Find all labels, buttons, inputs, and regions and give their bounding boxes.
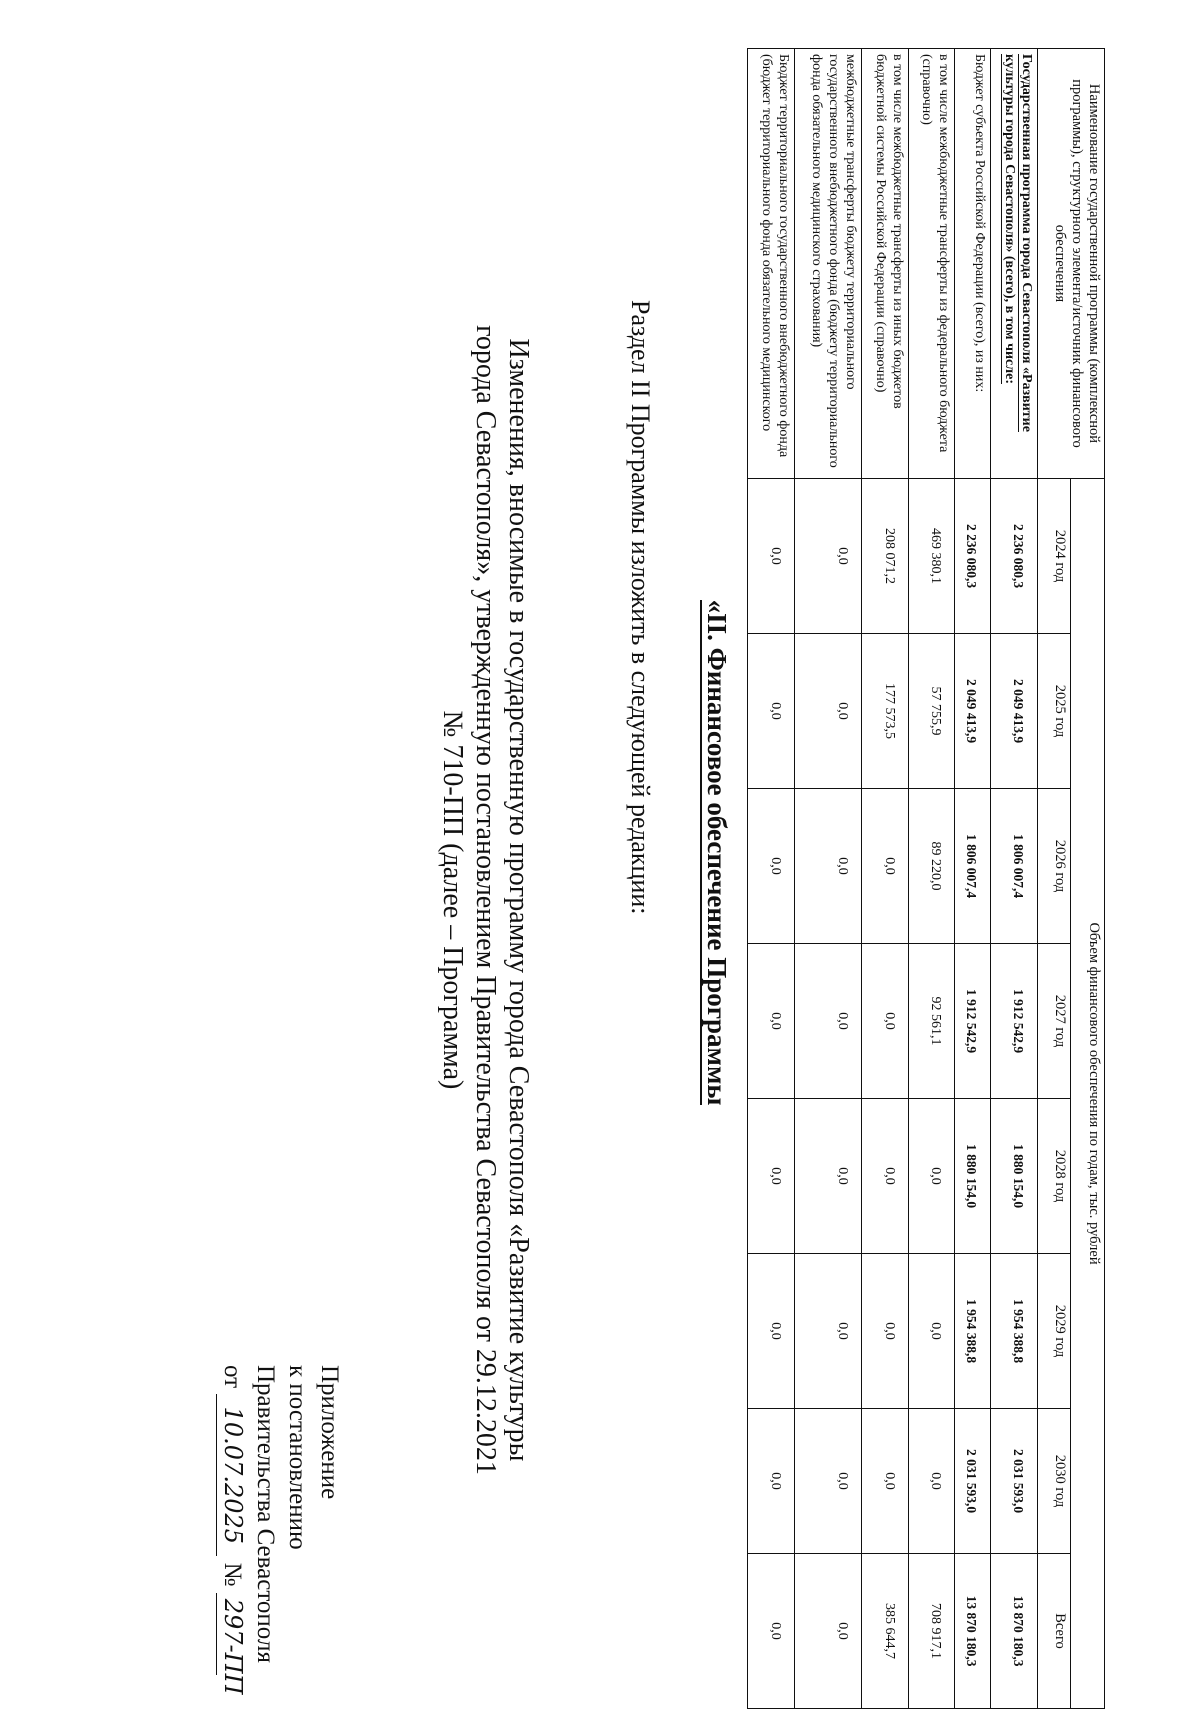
financing-table [747, 48, 1105, 1709]
title-line: Изменения, вносимые в государственную программу города Севастополя «Развитие культуры [503, 338, 534, 1462]
table-cell: 89 220,0 [908, 789, 955, 944]
table-cell: 0,0 [908, 1254, 955, 1409]
table-cell: 2 236 080,3 [955, 479, 991, 634]
row-label [991, 49, 1038, 479]
year-header: 2025 год [1037, 634, 1071, 789]
year-header: 2026 год [1037, 789, 1071, 944]
table-header-row [1071, 49, 1105, 1709]
table-cell: 2 031 593,0 [991, 1409, 1038, 1554]
date-prefix: от [219, 1365, 246, 1389]
table-cell: 0,0 [861, 1409, 908, 1554]
table-cell: 208 071,2 [861, 479, 908, 634]
header-name-cell: Наименование государственной программы (комплексной программы), структурного элемента/источник финансового обеспечения [1037, 49, 1104, 479]
table-cell: 1 912 542,9 [955, 944, 991, 1099]
table-row [861, 49, 908, 1709]
table-cell: 2 049 413,9 [991, 634, 1038, 789]
title-line: № 710-ПП (далее – Программа) [437, 710, 468, 1090]
table-cell: 0,0 [748, 1099, 795, 1254]
table-cell: 92 561,1 [908, 944, 955, 1099]
table-cell: 385 644,7 [861, 1554, 908, 1709]
table-cell: 2 031 593,0 [955, 1409, 991, 1554]
table-cell: 708 917,1 [908, 1554, 955, 1709]
table-row [991, 49, 1038, 1709]
appendix-line: Правительства Севастополя [252, 1365, 279, 1663]
table-cell: 0,0 [794, 479, 861, 634]
table-row [748, 49, 795, 1709]
row-label: в том числе межбюджетные трансферты из иных бюджетов бюджетной системы Российской Федерации (справочно) [861, 49, 908, 479]
table-cell: 0,0 [794, 1554, 861, 1709]
row-label: в том числе межбюджетные трансферты из федерального бюджета (справочно) [908, 49, 955, 479]
year-header: 2028 год [1037, 1099, 1071, 1254]
header-volume-cell: Объем финансового обеспечения по годам, тыс. рублей [1071, 479, 1105, 1709]
table-cell: 13 870 180,3 [955, 1554, 991, 1709]
table-cell: 0,0 [861, 944, 908, 1099]
row-label: межбюджетные трансферты бюджету территориального государственного внебюджетного фонда (бюджету территориального фонда обязательного медицинского страхования) [794, 49, 861, 479]
table-cell: 469 380,1 [908, 479, 955, 634]
table-cell: 1 954 388,8 [991, 1254, 1038, 1409]
total-header: Всего [1037, 1554, 1071, 1709]
table-cell: 57 755,9 [908, 634, 955, 789]
section-instruction: Раздел II Программы изложить в следующей редакции: [626, 300, 655, 915]
row-label: Бюджет территориального государственного внебюджетного фонда (бюджет территориального фонда обязательного медицинского [748, 49, 795, 479]
table-cell: 2 236 080,3 [991, 479, 1038, 634]
table-cell: 0,0 [794, 1254, 861, 1409]
table-cell: 0,0 [908, 1099, 955, 1254]
appendix-date-line [216, 1365, 249, 1695]
table-cell: 0,0 [748, 1554, 795, 1709]
table-cell: 1 912 542,9 [991, 944, 1038, 1099]
appendix-line: Приложение [316, 1365, 343, 1500]
table-row [794, 49, 861, 1709]
table-cell: 0,0 [748, 789, 795, 944]
document-title [436, 240, 535, 1560]
table-cell: 1 806 007,4 [955, 789, 991, 944]
table-cell: 0,0 [861, 1099, 908, 1254]
table-cell: 0,0 [794, 789, 861, 944]
table-row [908, 49, 955, 1709]
table-cell: 0,0 [794, 1099, 861, 1254]
table-cell: 0,0 [748, 479, 795, 634]
table-row [955, 49, 991, 1709]
table-cell: 0,0 [861, 789, 908, 944]
table-cell: 0,0 [861, 1254, 908, 1409]
table-cell: 0,0 [748, 1254, 795, 1409]
section-heading [701, 0, 732, 1705]
row-label: Бюджет субъекта Российской Федерации (всего), из них: [955, 49, 991, 479]
row-label-text: Государственная программа города Севастополя «Развитие культуры города Севастополя» (всего), в том числе: [1001, 54, 1034, 432]
table-cell: 0,0 [748, 1409, 795, 1554]
number-prefix: № [219, 1562, 246, 1587]
appendix-block [216, 1365, 345, 1695]
table-cell: 0,0 [794, 944, 861, 1099]
table-cell: 1 954 388,8 [955, 1254, 991, 1409]
year-header: 2029 год [1037, 1254, 1071, 1409]
section-heading-text: «II. Финансовое обеспечение Программы [702, 599, 732, 1106]
handwritten-date: 10.07.2025 [216, 1394, 249, 1556]
table-cell: 2 049 413,9 [955, 634, 991, 789]
table-cell: 0,0 [908, 1409, 955, 1554]
table-cell: 0,0 [794, 634, 861, 789]
table-cell: 0,0 [748, 944, 795, 1099]
table-cell: 1 880 154,0 [991, 1099, 1038, 1254]
year-header: 2027 год [1037, 944, 1071, 1099]
handwritten-number: 297-ПП [216, 1593, 249, 1675]
table-cell: 177 573,5 [861, 634, 908, 789]
table-cell: 0,0 [748, 634, 795, 789]
table-cell: 13 870 180,3 [991, 1554, 1038, 1709]
title-line: города Севастополя», утвержденную постановлением Правительства Севастополя от 29.12.2021 [470, 325, 501, 1475]
table-cell: 1 880 154,0 [955, 1099, 991, 1254]
table-cell: 1 806 007,4 [991, 789, 1038, 944]
appendix-line: к постановлению [284, 1365, 311, 1550]
table-cell: 0,0 [794, 1409, 861, 1554]
year-header: 2024 год [1037, 479, 1071, 634]
year-header: 2030 год [1037, 1409, 1071, 1554]
